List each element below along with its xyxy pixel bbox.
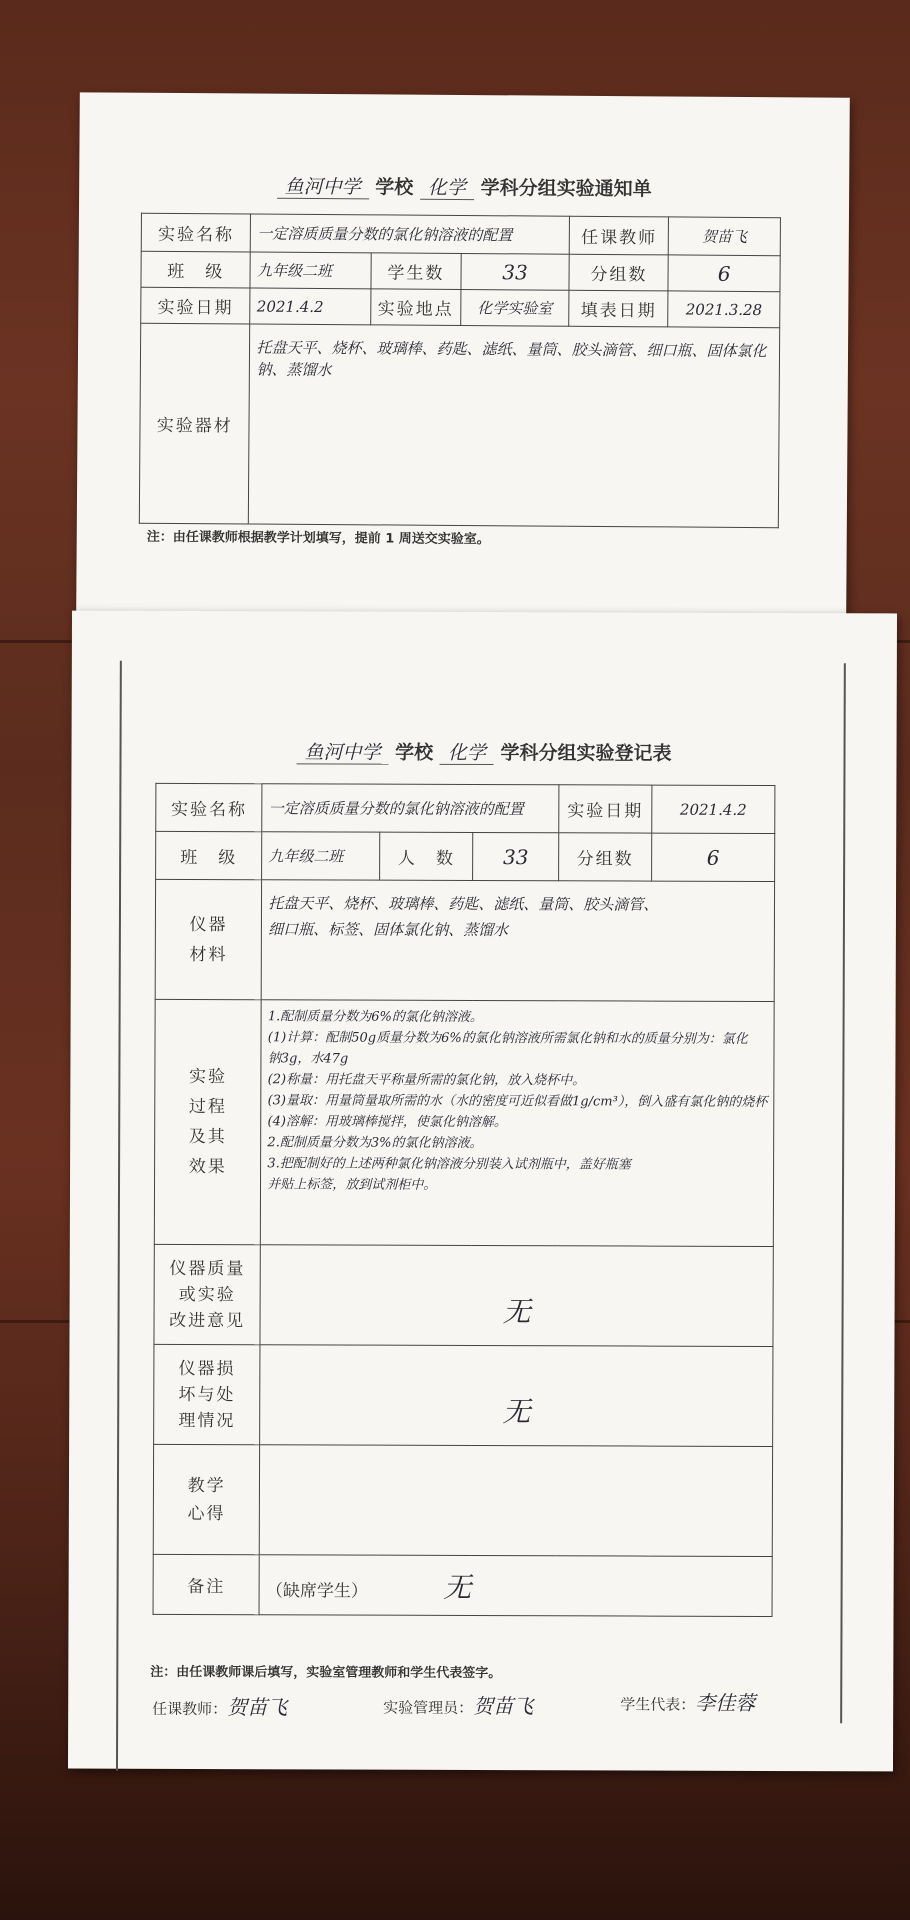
- register-label-process-2: 过程: [188, 1096, 227, 1118]
- notice-exp-name: 一定溶质质量分数的氯化钠溶液的配置: [251, 214, 570, 254]
- register-label-process-4: 效果: [188, 1156, 227, 1178]
- register-label-equipment: [155, 879, 262, 999]
- notice-label-teacher: 任课教师: [570, 216, 669, 255]
- left-margin-line: [116, 661, 121, 1771]
- register-quality: 无: [260, 1245, 773, 1347]
- register-label-teaching: [153, 1444, 260, 1554]
- register-equipment-line2: 细口瓶、标签、固体氯化钠、蒸馏水: [268, 920, 509, 940]
- notice-class: 九年级二班: [250, 252, 371, 289]
- notice-table: [139, 213, 781, 528]
- notice-location: 化学实验室: [460, 289, 569, 326]
- register-label-absent: （缺席学生）: [265, 1580, 368, 1602]
- register-label-process: [154, 999, 261, 1244]
- notice-label-students: 学生数: [371, 253, 461, 290]
- register-equipment-line1: 托盘天平、烧杯、玻璃棒、药匙、滤纸、量筒、胶头滴管、: [268, 894, 659, 914]
- register-people: 33: [473, 832, 559, 880]
- register-title-suffix: 学科分组实验登记表: [500, 742, 672, 765]
- process-line: (1)计算：配制50g质量分数为6%的氯化钠溶液所需氯化钠和水的质量分别为：氯化: [267, 1030, 748, 1047]
- process-line: 2.配制质量分数为3%的氯化钠溶液。: [267, 1135, 483, 1151]
- register-remarks: 无: [443, 1570, 472, 1604]
- register-label-damage: [154, 1344, 261, 1444]
- register-school-suffix: 学校: [395, 741, 434, 764]
- notice-label-location: 实验地点: [371, 289, 461, 326]
- register-school: 鱼河中学: [297, 741, 389, 764]
- register-teaching: [260, 1445, 773, 1557]
- register-label-quality: [154, 1244, 261, 1344]
- notice-label-exp-name: 实验名称: [141, 213, 251, 252]
- notice-title-suffix: 学科分组实验通知单: [480, 177, 652, 201]
- signature-student-name: 李佳蓉: [695, 1690, 756, 1715]
- notice-school-suffix: 学校: [375, 176, 414, 199]
- register-label-groups: 分组数: [559, 833, 652, 881]
- notice-date: 2021.4.2: [250, 288, 371, 325]
- notice-teacher: 贺苗飞: [669, 217, 781, 256]
- process-line: (2)称量：用托盘天平称量所需的氯化钠，放入烧杯中。: [267, 1072, 586, 1089]
- register-label-teaching-2: 心得: [187, 1503, 226, 1524]
- register-remarks-cell: [259, 1555, 772, 1617]
- process-line: (4)溶解：用玻璃棒搅拌，使氯化钠溶解。: [267, 1114, 507, 1131]
- register-label-people: 人 数: [380, 832, 473, 880]
- signature-teacher-name: 贺苗飞: [227, 1695, 288, 1720]
- signature-teacher-label: 任课教师：: [152, 1699, 228, 1719]
- notice-note: 注：由任课教师根据教学计划填写，提前 1 周送交实验室。: [146, 529, 490, 548]
- process-line: 并贴上标签，放到试剂柜中。: [267, 1177, 437, 1193]
- register-label-exp-name: 实验名称: [156, 783, 262, 831]
- register-class: 九年级二班: [262, 832, 380, 880]
- register-label-damage-1: 仪器损: [178, 1358, 236, 1379]
- register-note: 注：由任课教师课后填写，实验室管理教师和学生代表签字。: [150, 1664, 502, 1682]
- notice-subject: 化学: [420, 177, 474, 200]
- register-sheet: [68, 611, 897, 1772]
- notice-groups: 6: [668, 255, 780, 292]
- right-margin-line: [840, 663, 845, 1723]
- notice-label-class: 班 级: [141, 251, 251, 288]
- process-line: 钠3g，水47g: [267, 1051, 349, 1067]
- register-label-process-3: 及其: [188, 1126, 227, 1148]
- notice-sheet: [76, 92, 850, 617]
- register-equipment: [261, 880, 774, 1002]
- notice-label-equipment: 实验器材: [139, 323, 250, 524]
- register-date: 2021.4.2: [652, 785, 775, 833]
- register-exp-name: 一定溶质质量分数的氯化钠溶液的配置: [262, 784, 559, 833]
- process-line: 1.配制质量分数为6%的氯化钠溶液。: [267, 1009, 483, 1026]
- register-label-equipment-2: 材料: [189, 944, 228, 965]
- register-label-quality-3: 改进意见: [169, 1310, 246, 1331]
- register-label-process-1: 实验: [189, 1066, 228, 1088]
- register-label-date: 实验日期: [559, 785, 652, 833]
- register-label-class: 班 级: [156, 831, 262, 879]
- register-subject: 化学: [440, 742, 494, 765]
- register-label-damage-2: 坏与处: [178, 1384, 236, 1405]
- notice-label-groups: 分组数: [569, 254, 668, 291]
- notice-label-fill-date: 填表日期: [569, 290, 668, 327]
- notice-school: 鱼河中学: [277, 176, 369, 200]
- signature-admin-label: 实验管理员：: [383, 1698, 474, 1717]
- register-title: [71, 737, 896, 767]
- register-table: [153, 783, 776, 1617]
- notice-fill-date: 2021.3.28: [668, 291, 780, 328]
- signature-student-label: 学生代表：: [620, 1695, 696, 1714]
- signature-admin: [383, 1690, 533, 1720]
- notice-equipment: 托盘天平、烧杯、玻璃棒、药匙、滤纸、量筒、胶头滴管、细口瓶、固体氯化钠、蒸馏水: [249, 324, 780, 528]
- notice-students: 33: [461, 253, 570, 290]
- process-line: (3)量取：用量筒量取所需的水（水的密度可近似看做1g/cm³），倒入盛有氯化钠的烧杯: [267, 1093, 768, 1110]
- register-process: [261, 1000, 775, 1247]
- signature-teacher: [152, 1691, 287, 1720]
- notice-title: [79, 170, 849, 202]
- register-label-teaching-1: 教学: [187, 1475, 226, 1496]
- signature-admin-name: 贺苗飞: [473, 1693, 534, 1719]
- process-line: 3.把配制好的上述两种氯化钠溶液分别装入试剂瓶中，盖好瓶塞: [267, 1156, 631, 1173]
- register-damage: 无: [260, 1345, 773, 1447]
- signature-student: [620, 1686, 755, 1715]
- register-label-equipment-1: 仪器: [189, 914, 228, 935]
- notice-label-date: 实验日期: [141, 287, 251, 324]
- register-label-remarks: 备注: [153, 1554, 259, 1614]
- register-label-quality-1: 仪器质量: [169, 1258, 246, 1279]
- register-label-quality-2: 或实验: [178, 1284, 236, 1305]
- register-label-damage-3: 理情况: [178, 1410, 236, 1431]
- register-groups: 6: [652, 833, 775, 881]
